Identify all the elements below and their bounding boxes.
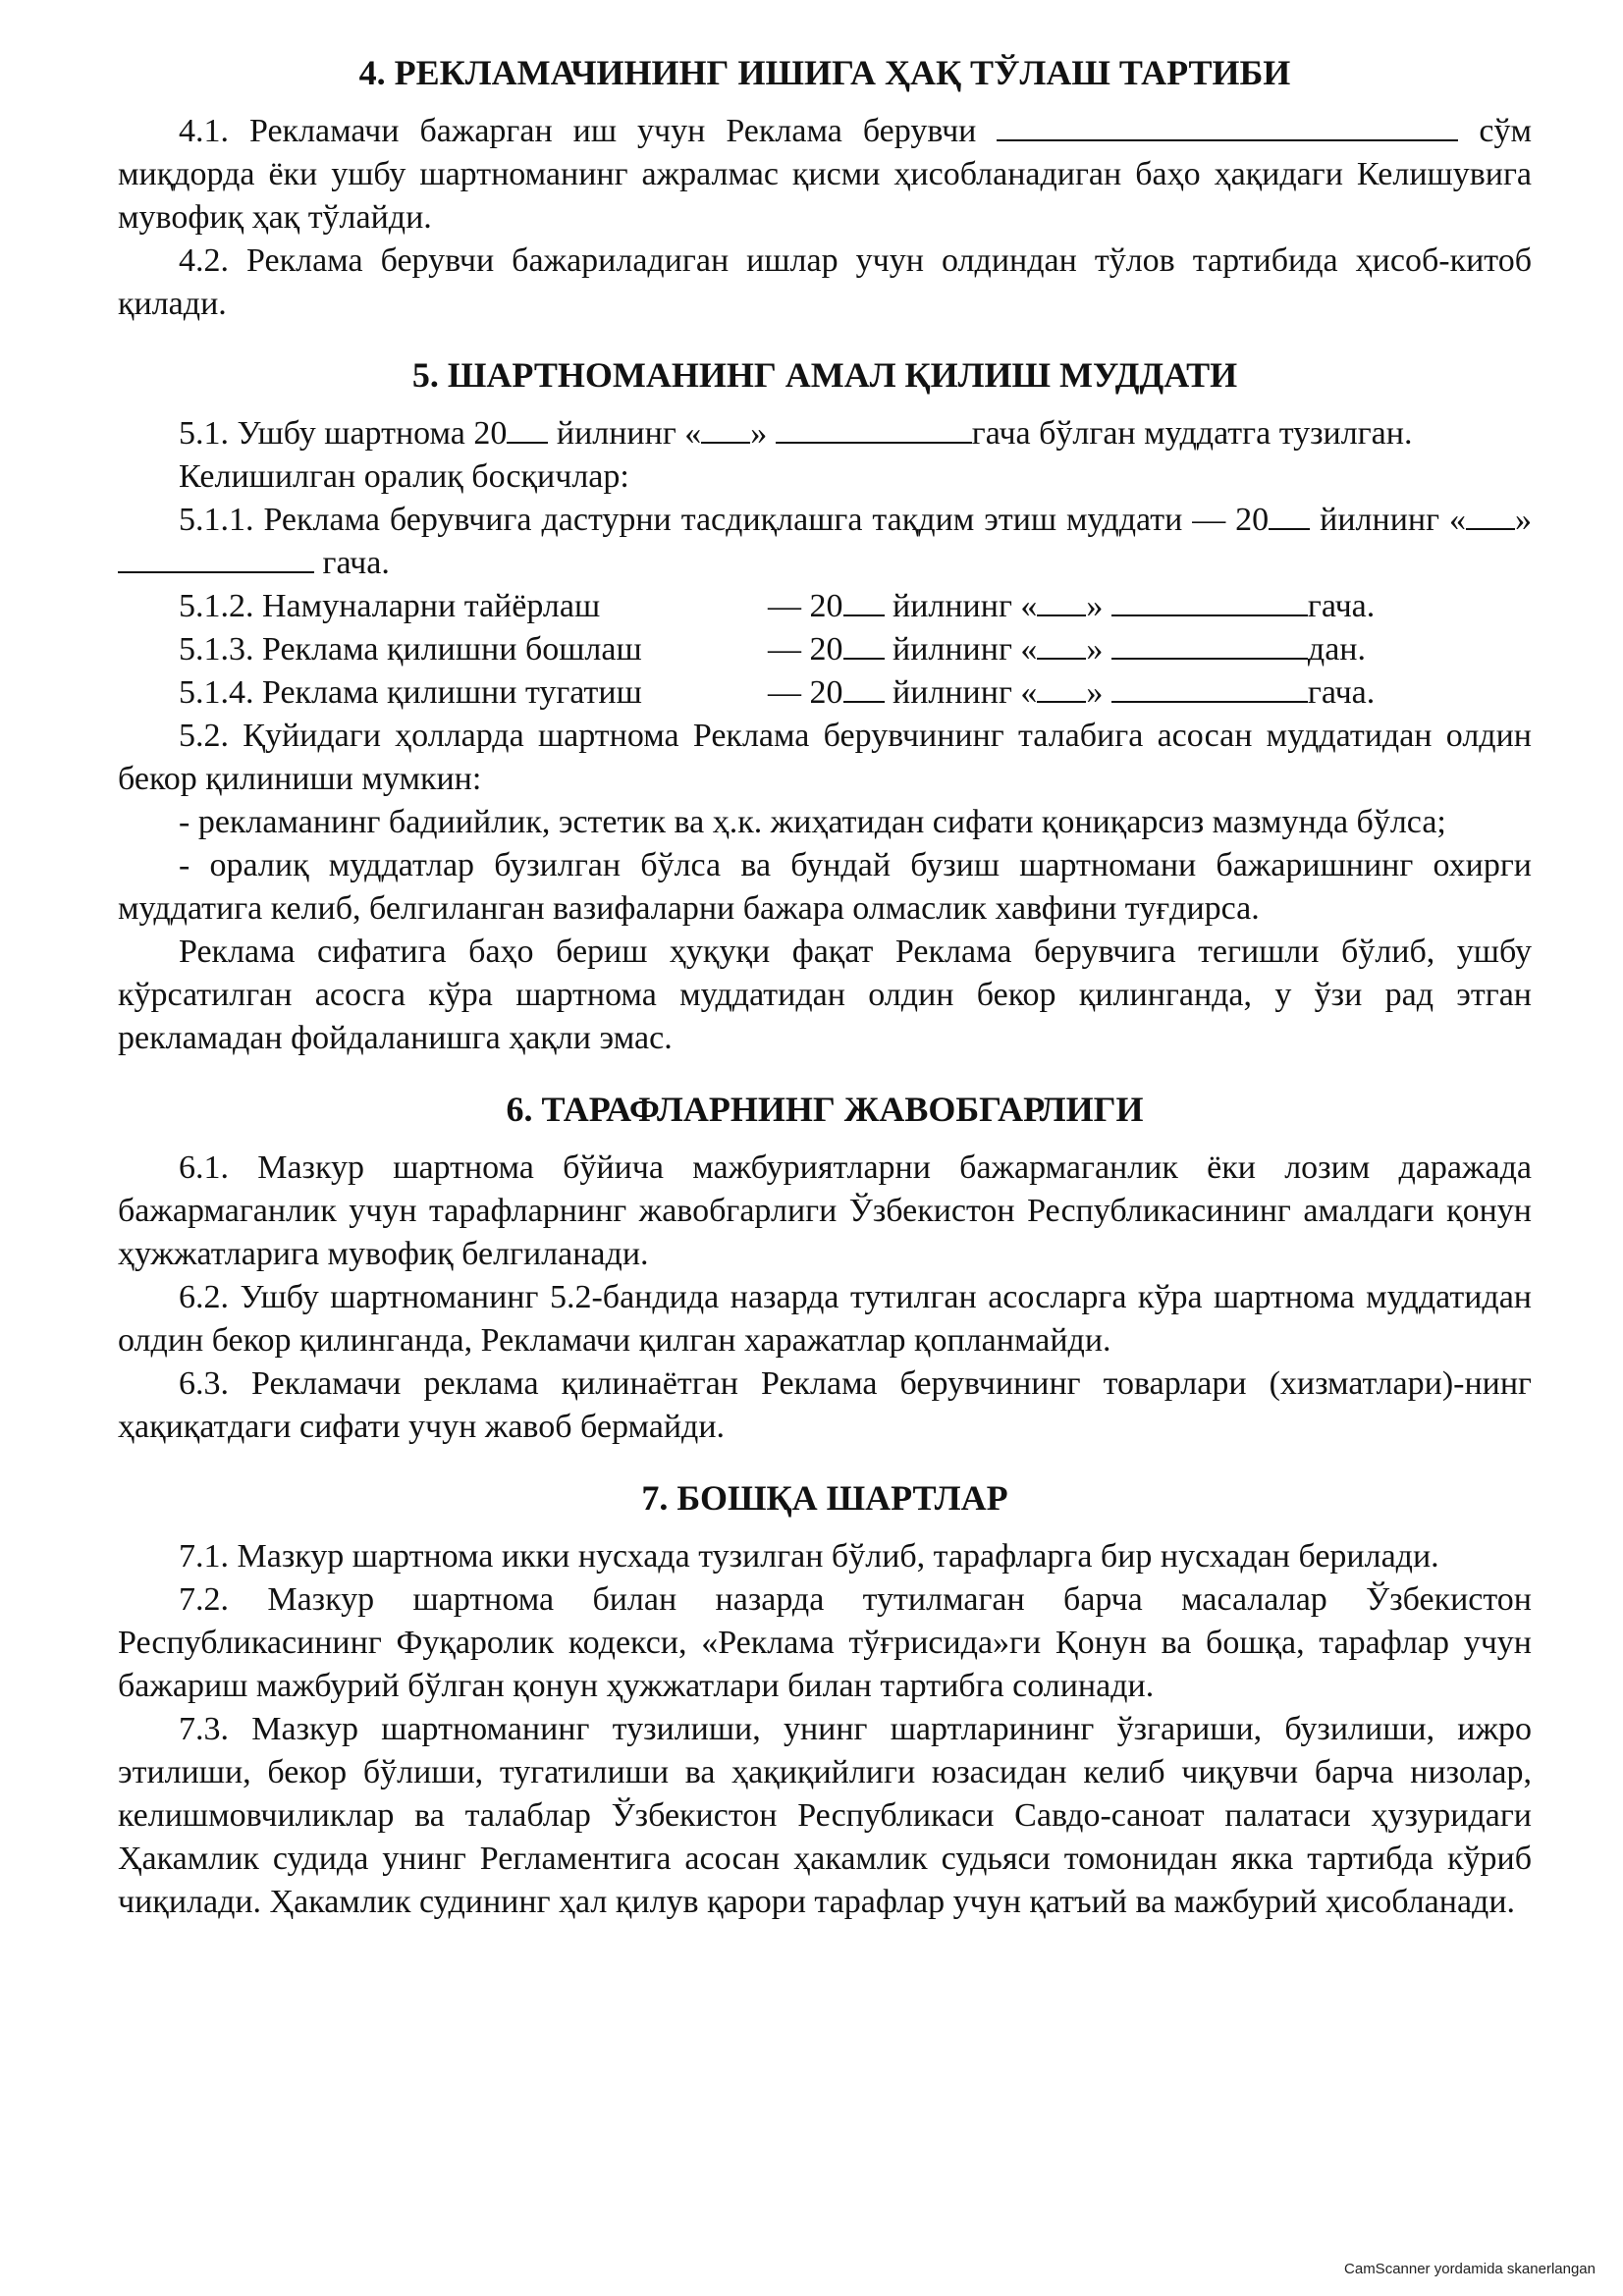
day-blank	[1037, 628, 1086, 660]
stages-intro: Келишилган оралиқ босқичлар:	[179, 458, 629, 495]
year-blank	[843, 628, 885, 660]
clause-4-2: 4.2. Реклама берувчи бажариладиган ишлар учун олдиндан тўлов тартибида ҳисоб-китоб қилади.	[118, 242, 1532, 322]
scanner-watermark: CamScanner yordamida skanerlangan	[1344, 2261, 1596, 2277]
clause-5-1-1-text: 5.1.1. Реклама берувчига дастурни тасдиқлашга тақдим этиш муддати — 20	[179, 502, 1270, 538]
clause-5-1	[118, 412, 1532, 455]
clause-6-1: 6.1. Мазкур шартнома бўйича мажбуриятларни бажармаганлик ёки лозим даражада бажармаганлик учун тарафларнинг жавобгарлиги Ўзбекистон Республикасининг амалдаги қонун ҳужжатларига мувофиқ белгиланади.	[118, 1149, 1532, 1272]
clause-7-2: 7.2. Мазкур шартнома билан назарда тутилмаган барча масалалар Ўзбекистон Республикасининг Фуқаролик кодекси, «Реклама тўғрисида»ги Қонун ва бошқа, тарафлар учун бажариш мажбурий бўлган қонун ҳужжатлари билан тартибга солинади.	[118, 1581, 1532, 1704]
section-5-title: 5. ШАРТНОМАНИНГ АМАЛ ҚИЛИШ МУДДАТИ	[411, 355, 1238, 395]
quote-close: »	[1515, 502, 1533, 538]
clause-5-1-text: 5.1. Ушбу шартнома 20	[179, 415, 508, 452]
clause-7-3: 7.3. Мазкур шартноманинг тузилиши, унинг шартларининг ўзгариши, бузилиши, ижро этилиши, бекор бўлиши, тугатилиши ва ҳақиқийлиги юзасидан келиб чиқувчи барча низолар, келишмовчиликлар ва талаблар Ўзбекистон Республикаси Савдо-саноат палатаси ҳузуридаги Ҳакамлик судида унинг Регламентига асосан ҳакамлик судьяси томонидан якка тартибда кўриб чиқилади. Ҳакамлик судининг ҳал қилув қарори тарафлар учун қатъий ва мажбурий ҳисобланади.	[118, 1711, 1532, 1920]
document-page	[118, 47, 1532, 1924]
bullet-item: - рекламанинг бадиийлик, эстетик ва ҳ.к. жиҳатидан сифати қониқарсиз мазмунда бўлса;	[179, 804, 1446, 840]
clause-5-2: 5.2. Қуйидаги ҳолларда шартнома Реклама берувчининг талабига асосан муддатидан олдин бекор қилиниши мумкин:	[118, 718, 1532, 797]
stage-suffix: гача.	[1307, 588, 1376, 624]
stage-label: 5.1.4. Реклама қилишни тугатиш	[179, 674, 642, 711]
stage-suffix: гача.	[1307, 674, 1376, 711]
bullet-item: - оралиқ муддатлар бузилган бўлса ва бундай бузиш шартномани бажаришнинг охирги муддатига келиб, белгиланган вазифаларни бажара олмаслик хавфини туғдирса.	[118, 847, 1532, 927]
month-blank	[1111, 671, 1308, 703]
quote-close: »	[750, 415, 768, 452]
year-word: йилнинг «	[893, 674, 1038, 711]
quality-paragraph: Реклама сифатига баҳо бериш ҳуқуқи фақат Реклама берувчига тегишли бўлиб, ушбу кўрсатилган асосга кўра шартнома муддатидан олдин бекор қилинганда, у ўзи рад этган рекламадан фойдаланишга ҳақли эмас.	[118, 934, 1532, 1056]
clause-5-1-suffix: гача бўлган муддатга тузилган.	[971, 415, 1413, 452]
year-blank	[843, 585, 885, 616]
month-blank	[1111, 585, 1308, 616]
quote-close: »	[1086, 588, 1104, 624]
clause-4-1-rest: сўм миқдорда ёки ушбу шартноманинг ажралмас қисми ҳисобланадиган баҳо ҳақидаги Келишувига мувофиқ ҳақ тўлайди.	[118, 113, 1533, 236]
amount-blank	[997, 110, 1458, 141]
year-word: йилнинг «	[556, 415, 702, 452]
year-word: йилнинг «	[893, 631, 1038, 667]
year-blank	[843, 671, 885, 703]
year-word: йилнинг «	[893, 588, 1038, 624]
clause-4-1-text: 4.1. Рекламачи бажарган иш учун Реклама берувчи	[179, 113, 977, 149]
year-blank	[507, 412, 548, 444]
stage-dash: — 20	[768, 674, 843, 711]
day-blank	[701, 412, 750, 444]
month-blank	[776, 412, 972, 444]
stage-row	[118, 671, 1532, 715]
stage-row	[118, 585, 1532, 628]
day-blank	[1466, 499, 1515, 530]
clause-7-1: 7.1. Мазкур шартнома икки нусхада тузилган бўлиб, тарафларга бир нусхадан берилади.	[179, 1538, 1439, 1575]
clause-5-1-1	[118, 499, 1532, 585]
section-7-title: 7. БОШҚА ШАРТЛАР	[641, 1478, 1008, 1518]
stage-label: 5.1.2. Намуналарни тайёрлаш	[179, 588, 601, 624]
quote-close: »	[1086, 674, 1104, 711]
stage-label: 5.1.3. Реклама қилишни бошлаш	[179, 631, 642, 667]
stage-date	[768, 671, 1375, 715]
day-blank	[1037, 585, 1086, 616]
stage-date	[768, 628, 1366, 671]
clause-4-1	[118, 110, 1532, 240]
quote-close: »	[1086, 631, 1104, 667]
section-4-title: 4. РЕКЛАМАЧИНИНГ ИШИГА ҲАҚ ТЎЛАШ ТАРТИБИ	[358, 53, 1291, 92]
clause-6-2: 6.2. Ушбу шартноманинг 5.2-бандида назарда тутилган асосларга кўра шартнома муддатидан олдин бекор қилинганда, Рекламачи қилган харажатлар қопланмайди.	[118, 1279, 1532, 1359]
stage-row	[118, 628, 1532, 671]
day-blank	[1037, 671, 1086, 703]
clause-6-3: 6.3. Рекламачи реклама қилинаётган Реклама берувчининг товарлари (хизматлари)-нинг ҳақиқатдаги сифати учун жавоб бермайди.	[118, 1365, 1532, 1445]
month-blank	[118, 542, 314, 573]
stage-suffix: дан.	[1307, 631, 1366, 667]
month-blank	[1111, 628, 1308, 660]
year-blank	[1269, 499, 1310, 530]
stage-dash: — 20	[768, 631, 843, 667]
stage-date	[768, 585, 1375, 628]
stage-dash: — 20	[768, 588, 843, 624]
clause-5-1-1-suffix: гача.	[322, 545, 390, 581]
year-word: йилнинг «	[1320, 502, 1467, 538]
section-6-title: 6. ТАРАФЛАРНИНГ ЖАВОБГАРЛИГИ	[506, 1090, 1144, 1129]
